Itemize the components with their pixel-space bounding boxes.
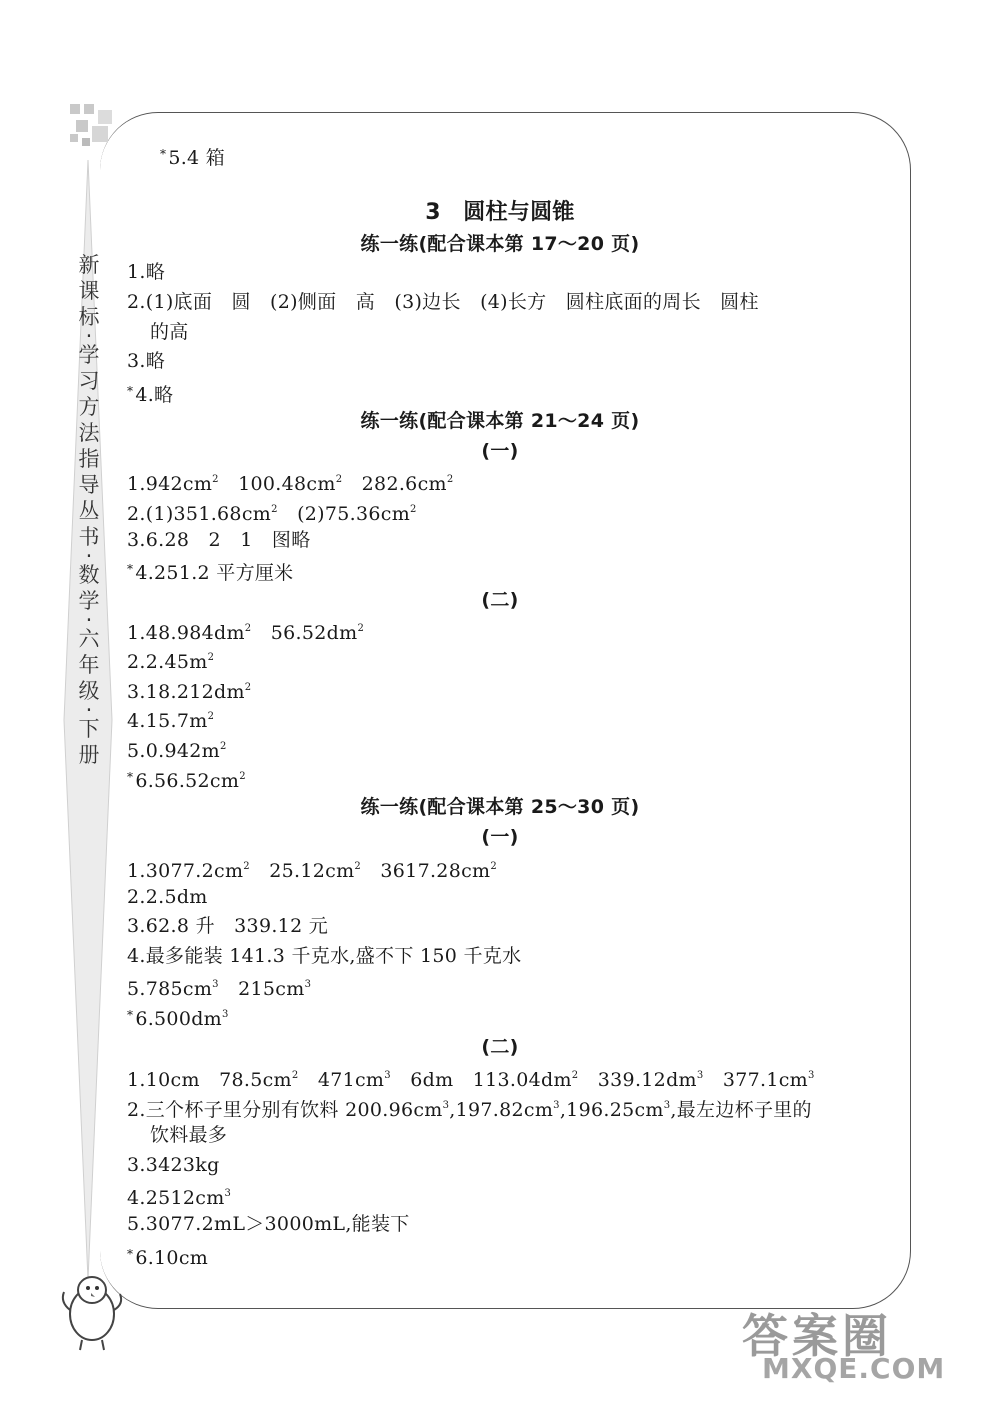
answer-text: 282.6cm <box>361 473 447 495</box>
series-char: 课 <box>78 279 100 303</box>
answer-text: 4.15.7m <box>127 710 208 732</box>
series-char: 指 <box>78 447 100 471</box>
superscript: 3 <box>384 1070 391 1081</box>
series-char: 法 <box>78 421 100 445</box>
answer-line <box>127 762 246 796</box>
superscript: 3 <box>553 1100 560 1111</box>
superscript: 2 <box>357 623 365 634</box>
chapter-title: 3 圆柱与圆锥 <box>425 200 575 225</box>
answer-line <box>127 1239 208 1273</box>
answer-text: 6.10cm <box>135 1247 209 1269</box>
superscript: 2 <box>207 652 215 663</box>
watermark-cn: 答案圈 <box>742 1309 892 1363</box>
superscript: 2 <box>335 474 343 485</box>
answer-line: 的高 <box>150 321 189 343</box>
answer-line <box>127 732 227 766</box>
superscript: 3 <box>442 1100 450 1111</box>
answer-text: 1.3077.2cm <box>127 860 244 882</box>
answer-line <box>127 1091 812 1125</box>
star-mark: * <box>127 1247 134 1261</box>
superscript: 2 <box>571 1070 579 1081</box>
star-mark: * <box>127 1008 134 1022</box>
superscript: 2 <box>410 504 417 515</box>
answer-text: 5.4 箱 <box>168 147 226 169</box>
series-char: 方 <box>78 395 100 419</box>
answer-text: ,197.82cm <box>449 1099 554 1121</box>
answer-text: 1.10cm <box>127 1069 200 1091</box>
superscript: 3 <box>304 979 312 990</box>
answer-line: 3.62.8 升 339.12 元 <box>127 915 329 937</box>
superscript: 2 <box>239 771 246 782</box>
superscript: 2 <box>271 504 278 515</box>
answer-text: 5.0.942m <box>127 740 220 762</box>
answer-line <box>127 465 454 499</box>
answer-line <box>160 139 225 173</box>
answer-text: (2)75.36cm <box>297 503 411 525</box>
series-char: 数 <box>78 563 100 587</box>
answer-text: 113.04dm <box>472 1069 572 1091</box>
answer-text: 4.251.2 平方厘米 <box>135 562 294 584</box>
superscript: 2 <box>219 741 227 752</box>
answer-line <box>127 554 293 588</box>
star-mark: * <box>160 147 167 161</box>
corner-squares-decoration <box>70 104 120 154</box>
series-char: · <box>85 698 93 722</box>
superscript: 2 <box>244 682 252 693</box>
superscript: 2 <box>244 623 252 634</box>
mascot-chick-icon <box>58 1262 126 1352</box>
answer-line <box>127 643 214 677</box>
part-label: (二) <box>481 1036 519 1058</box>
answer-line <box>127 852 497 886</box>
watermark-en: MXQE.COM <box>762 1352 946 1385</box>
answer-text: 215cm <box>238 978 305 1000</box>
answer-line: 3.略 <box>127 350 166 372</box>
answer-text: 2.三个杯子里分别有饮料 200.96cm <box>127 1099 443 1121</box>
superscript: 3 <box>663 1100 671 1111</box>
answer-text: 6dm <box>410 1069 454 1091</box>
answer-text: ,最左边杯子里的 <box>670 1099 812 1121</box>
answer-text: 5.785cm <box>127 978 213 1000</box>
series-char: 册 <box>78 743 100 767</box>
section-title: 练一练(配合课本第 25～30 页) <box>360 796 640 818</box>
answer-line <box>127 702 214 736</box>
answer-text: 2.(1)351.68cm <box>127 503 272 525</box>
series-char: 级 <box>78 679 100 703</box>
answer-line <box>127 1179 231 1213</box>
answer-text: 4.2512cm <box>127 1187 225 1209</box>
answer-line: 饮料最多 <box>150 1124 228 1146</box>
star-mark: * <box>127 562 134 576</box>
series-char: 导 <box>78 473 100 497</box>
answer-line: 5.3077.2mL＞3000mL,能装下 <box>127 1213 410 1235</box>
answer-text: 78.5cm <box>219 1069 292 1091</box>
series-char: 书 <box>78 525 100 549</box>
section-title: 练一练(配合课本第 17～20 页) <box>360 233 640 255</box>
superscript: 3 <box>807 1070 815 1081</box>
answer-text: 6.500dm <box>135 1008 222 1030</box>
series-char: 习 <box>78 369 100 393</box>
answer-text: 3.18.212dm <box>127 681 245 703</box>
superscript: 3 <box>696 1070 704 1081</box>
answer-text: 100.48cm <box>238 473 336 495</box>
answer-line: 4.最多能装 141.3 千克水,盛不下 150 千克水 <box>127 945 522 967</box>
watermark-logo <box>742 1300 972 1386</box>
answer-text: 339.12dm <box>597 1069 697 1091</box>
series-char: 年 <box>78 653 100 677</box>
answer-text: ,196.25cm <box>559 1099 664 1121</box>
superscript: 2 <box>243 861 250 872</box>
superscript: 3 <box>222 1009 229 1020</box>
series-char: · <box>85 544 93 568</box>
section-title: 练一练(配合课本第 21～24 页) <box>360 410 640 432</box>
star-mark: * <box>127 770 134 784</box>
answer-text: 6.56.52cm <box>135 770 240 792</box>
part-label: (一) <box>481 440 519 462</box>
part-label: (二) <box>481 589 519 611</box>
answer-line: 3.6.28 2 1 图略 <box>127 529 311 551</box>
superscript: 2 <box>291 1070 299 1081</box>
series-char: 下 <box>78 717 100 741</box>
superscript: 2 <box>207 711 215 722</box>
superscript: 3 <box>224 1188 232 1199</box>
answer-text: 3617.28cm <box>380 860 491 882</box>
star-mark: * <box>127 384 134 398</box>
answer-line <box>127 1061 815 1095</box>
superscript: 2 <box>446 474 454 485</box>
answer-text: 1.942cm <box>127 473 213 495</box>
answer-text: 377.1cm <box>722 1069 808 1091</box>
series-char: 标 <box>78 305 100 329</box>
series-char: 六 <box>78 627 100 651</box>
series-char: 新 <box>78 253 100 277</box>
answer-text: 471cm <box>317 1069 385 1091</box>
answer-line: 2.(1)底面 圆 (2)侧面 高 (3)边长 (4)长方 圆柱底面的周长 圆柱 <box>127 291 759 313</box>
answer-line <box>127 376 173 410</box>
answer-line: 2.2.5dm <box>127 886 208 908</box>
series-char: 学 <box>78 589 100 613</box>
answer-line: 1.略 <box>127 261 166 283</box>
series-title-vertical <box>74 252 104 768</box>
series-char: 丛 <box>78 499 100 523</box>
superscript: 2 <box>490 861 498 872</box>
answer-line <box>127 1000 229 1034</box>
answer-text: 4.略 <box>135 384 174 406</box>
superscript: 2 <box>354 861 362 872</box>
answer-text: 1.48.984dm <box>127 622 245 644</box>
superscript: 3 <box>212 979 219 990</box>
superscript: 2 <box>212 474 219 485</box>
part-label: (一) <box>481 826 519 848</box>
answer-text: 56.52dm <box>270 622 358 644</box>
series-char: · <box>85 608 93 632</box>
series-char: 学 <box>78 343 100 367</box>
answer-line: 3.3423kg <box>127 1154 220 1176</box>
answer-text: 25.12cm <box>269 860 355 882</box>
answer-text: 2.2.45m <box>127 651 208 673</box>
series-char: · <box>85 324 93 348</box>
answer-line <box>127 970 311 1004</box>
answer-line <box>127 495 417 529</box>
